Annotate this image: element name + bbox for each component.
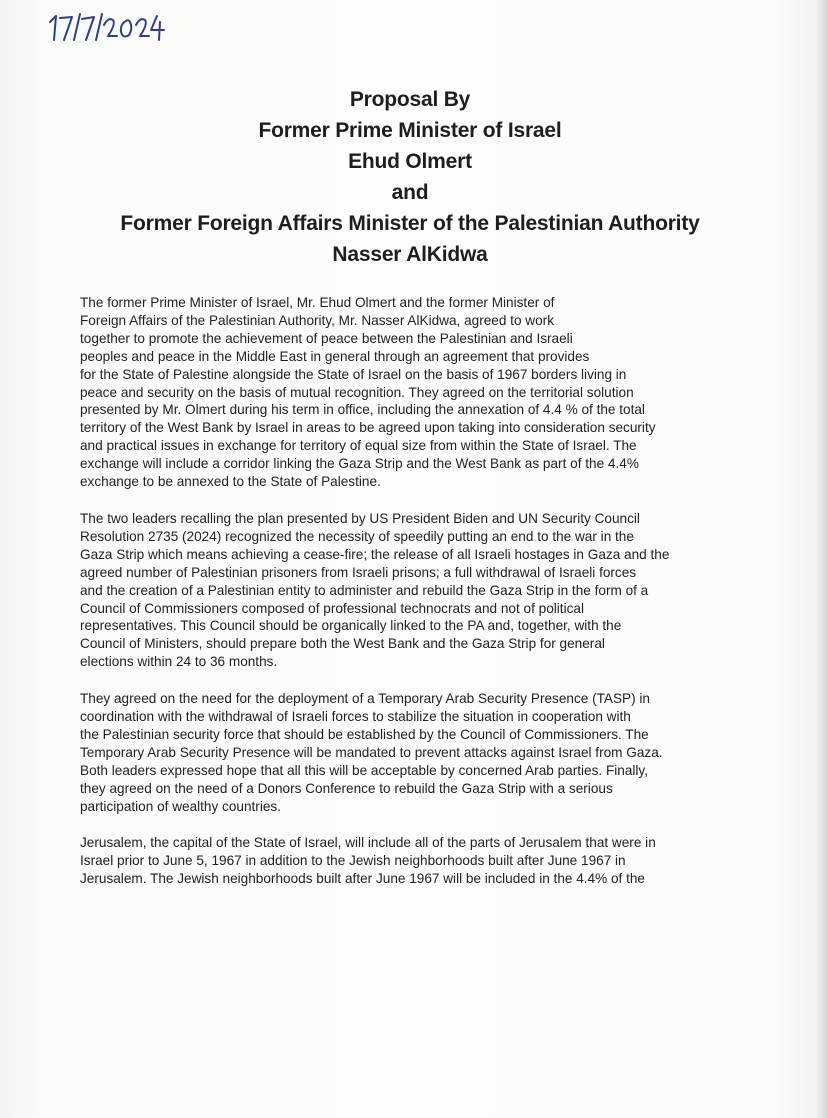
page-edge-shadow [816,0,828,1118]
text-line: Temporary Arab Security Presence will be mandated to prevent attacks against Israel from Gaza. [80,744,663,760]
paragraph-territorial-solution [80,294,720,491]
handwritten-date-signature [44,6,194,46]
text-line: The former Prime Minister of Israel, Mr. Ehud Olmert and the former Minister of [80,295,555,310]
text-line: coordination with the withdrawal of Israeli forces to stabilize the situation in cooperation with [80,709,631,725]
text-line: the Palestinian security force that should be established by the Council of Commissioners. The [80,726,649,742]
document-body [80,294,720,907]
title-line-nasser-alkidwa: Nasser AlKidwa [332,243,488,266]
text-line: Jerusalem. The Jewish neighborhoods built after June 1967 will be included in the 4.4% of the [80,871,645,887]
text-line: Jerusalem, the capital of the State of Israel, will include all of the parts of Jerusalem that were in [80,835,656,851]
text-line: they agreed on the need of a Donors Conference to rebuild the Gaza Strip with a serious [80,780,613,796]
text-line: territory of the West Bank by Israel in areas to be agreed upon taking into consideration security [80,420,656,436]
text-line: Both leaders expressed hope that all this will be acceptable by concerned Arab parties. Finally, [80,762,648,778]
text-line: representatives. This Council should be organically linked to the PA and, together, with the [80,618,622,634]
text-line: They agreed on the need for the deployment of a Temporary Arab Security Presence (TASP) in [80,691,650,707]
text-line: peace and security on the basis of mutual recognition. They agreed on the territorial solution [80,384,634,400]
title-line-proposal-by: Proposal By [349,88,471,111]
text-line: Gaza Strip which means achieving a cease-fire; the release of all Israeli hostages in Gaza and the [80,546,670,562]
title-line-ehud-olmert: Ehud Olmert [348,150,472,173]
text-line: and practical issues in exchange for territory of equal size from within the State of Israel. The [80,438,637,454]
text-line: exchange to be annexed to the State of Palestine. [80,474,381,490]
text-line: The two leaders recalling the plan presented by US President Biden and UN Security Council [80,510,640,526]
title-line-former-pm: Former Prime Minister of Israel [258,119,562,142]
text-line: and the creation of a Palestinian entity to administer and rebuild the Gaza Strip in the form of a [80,582,649,598]
text-line: peoples and peace in the Middle East in general through an agreement that provides [80,348,590,364]
text-line: exchange will include a corridor linking the Gaza Strip and the West Bank as part of the 4.4% [80,456,639,472]
document-title [60,84,760,270]
paragraph-arab-security-presence [80,690,720,815]
text-line: Resolution 2735 (2024) recognized the necessity of speedily putting an end to the war in the [80,528,634,544]
text-line: Council of Commissioners composed of professional technocrats and not of political [80,600,584,616]
text-line: for the State of Palestine alongside the State of Israel on the basis of 1967 borders living in [80,366,627,382]
paragraph-gaza-ceasefire [80,510,720,671]
title-line-former-fm: Former Foreign Affairs Minister of the Palestinian Authority [120,212,700,235]
text-line: presented by Mr. Olmert during his term in office, including the annexation of 4.4 % of the total [80,402,645,418]
text-line: together to promote the achievement of peace between the Palestinian and Israeli [80,330,573,346]
text-line: elections within 24 to 36 months. [80,654,278,670]
text-line: participation of wealthy countries. [80,798,281,814]
title-line-and: and [391,181,429,204]
text-line: Israel prior to June 5, 1967 in addition to the Jewish neighborhoods built after June 1967 in [80,853,626,869]
paragraph-jerusalem [80,834,720,888]
text-line: Council of Ministers, should prepare both the West Bank and the Gaza Strip for general [80,636,605,652]
text-line: Foreign Affairs of the Palestinian Authority, Mr. Nasser AlKidwa, agreed to work [80,312,555,328]
text-line: agreed number of Palestinian prisoners from Israeli prisons; a full withdrawal of Israeli forces [80,564,637,580]
